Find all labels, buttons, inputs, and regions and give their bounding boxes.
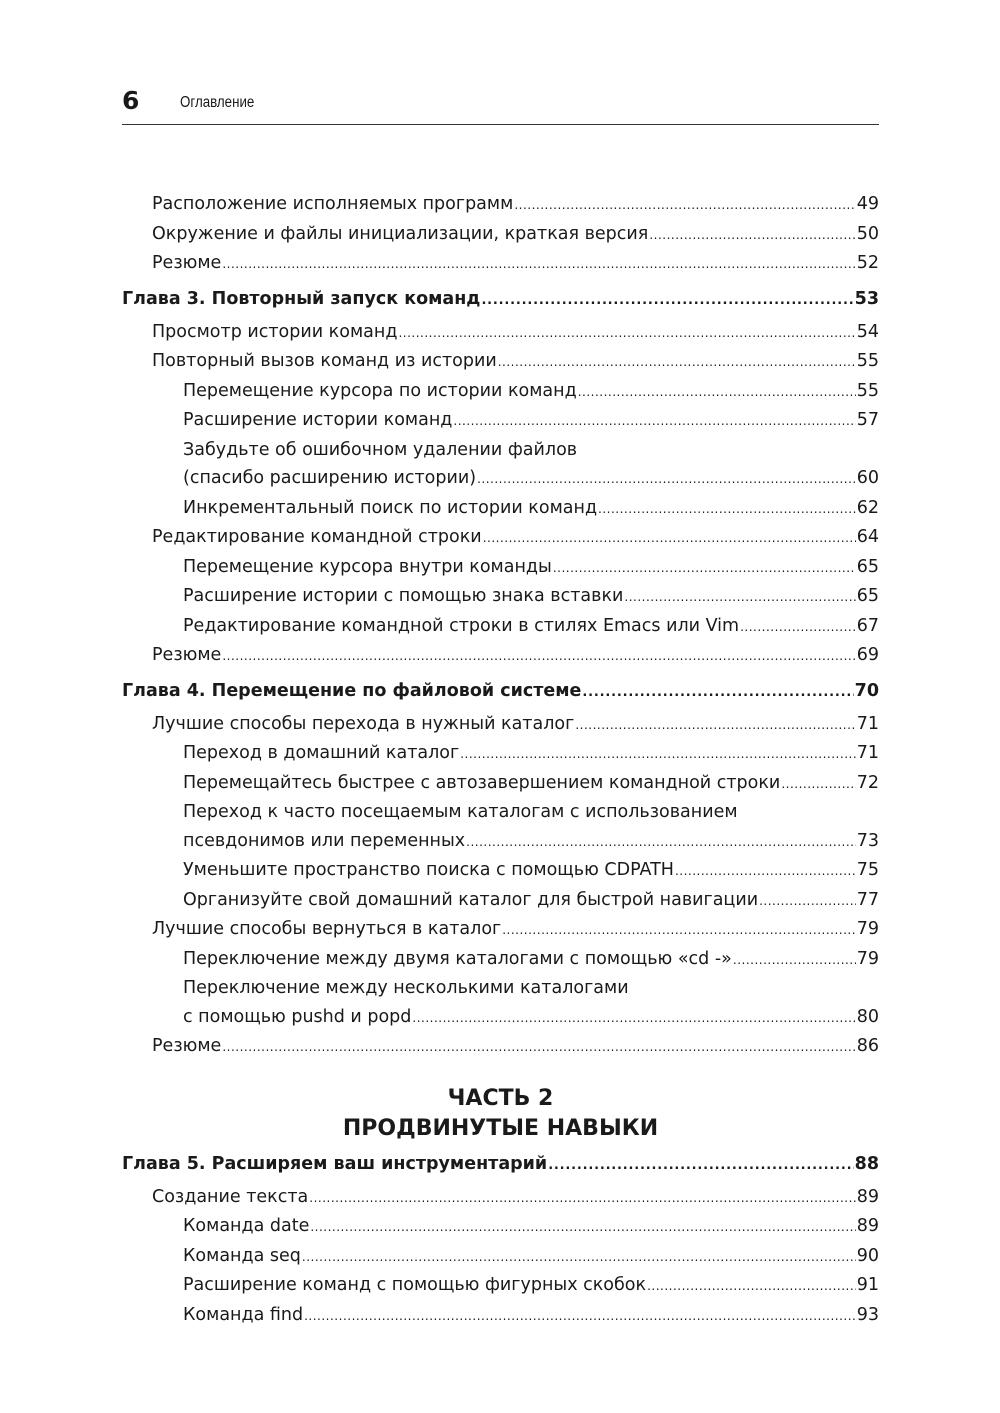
toc-entry-title: Переключение между двумя каталогами с помощью «cd -» bbox=[183, 948, 732, 969]
toc-page-number: 80 bbox=[856, 1006, 879, 1027]
dot-leader bbox=[647, 1272, 856, 1301]
dot-leader bbox=[412, 1004, 855, 1033]
toc-page-number: 79 bbox=[856, 948, 879, 969]
toc-entry[interactable] bbox=[122, 190, 879, 220]
dot-leader bbox=[460, 740, 856, 769]
toc-page-number: 67 bbox=[856, 615, 879, 636]
dot-leader bbox=[649, 221, 855, 250]
toc-page-number: 52 bbox=[856, 253, 879, 273]
toc-page-number: 75 bbox=[856, 860, 879, 880]
dot-leader bbox=[624, 583, 855, 612]
dot-leader bbox=[675, 857, 856, 886]
toc-page-number: 86 bbox=[856, 1036, 879, 1056]
dot-leader bbox=[598, 495, 856, 524]
toc-entry-title-line2: (спасибо расширению истории) bbox=[183, 468, 477, 488]
dot-leader bbox=[759, 887, 856, 916]
toc-page-number: 77 bbox=[856, 889, 879, 910]
toc-subentry[interactable] bbox=[122, 886, 879, 916]
toc-page-number: 71 bbox=[856, 743, 879, 763]
dot-leader bbox=[398, 319, 855, 348]
toc-entry-title-line2: с помощью pushd и popd bbox=[183, 1006, 412, 1027]
toc-page-number: 70 bbox=[854, 680, 879, 701]
toc-subentry[interactable] bbox=[122, 856, 879, 886]
table-of-contents bbox=[122, 190, 879, 1330]
toc-page-number: 72 bbox=[856, 772, 879, 793]
toc-entry-title-line2: псевдонимов или переменных bbox=[183, 830, 466, 851]
toc-entry-title: Команда seq bbox=[183, 1245, 301, 1266]
toc-entry-title: Команда date bbox=[183, 1216, 310, 1236]
toc-entry-title: Расширение истории с помощью знака вставки bbox=[183, 586, 624, 606]
dot-leader bbox=[222, 250, 855, 279]
toc-page-number: 62 bbox=[856, 497, 879, 518]
dot-leader bbox=[578, 378, 856, 407]
toc-entry-title: Резюме bbox=[152, 645, 222, 665]
toc-entry-title-line1: Переключение между несколькими каталогами bbox=[183, 978, 629, 998]
toc-page-number: 90 bbox=[856, 1245, 879, 1266]
toc-entry-title: Перемещение курсора внутри команды bbox=[183, 556, 552, 577]
toc-entry-title: Создание текста bbox=[152, 1186, 309, 1207]
dot-leader bbox=[498, 348, 856, 377]
toc-subentry[interactable] bbox=[122, 769, 879, 799]
toc-page-number: 65 bbox=[856, 586, 879, 606]
toc-entry-title-line1: Переход к часто посещаемым каталогам с использованием bbox=[183, 802, 738, 822]
toc-subentry[interactable] bbox=[122, 798, 879, 856]
toc-entry-title: Лучшие способы перехода в нужный каталог bbox=[152, 713, 575, 734]
toc-entry-title: Переход в домашний каталог bbox=[183, 743, 460, 763]
toc-chapter-5[interactable] bbox=[122, 1150, 879, 1180]
toc-page-number: 55 bbox=[856, 351, 879, 371]
toc-chapter-3[interactable] bbox=[122, 285, 879, 315]
toc-subentry[interactable] bbox=[122, 436, 879, 494]
toc-entry-title: Уменьшите пространство поиска с помощью CDPATH bbox=[183, 860, 674, 880]
toc-entry-title: Расширение команд с помощью фигурных скобок bbox=[183, 1275, 647, 1295]
toc-entry[interactable] bbox=[122, 1183, 879, 1213]
toc-entry[interactable] bbox=[122, 318, 879, 348]
toc-entry[interactable] bbox=[122, 641, 879, 671]
dot-leader bbox=[502, 916, 855, 945]
toc-subentry[interactable] bbox=[122, 945, 879, 975]
toc-entry-title: Перемещение курсора по истории команд bbox=[183, 380, 577, 401]
toc-page-number: 49 bbox=[856, 194, 879, 214]
toc-entry-title: Перемещайтесь быстрее с автозавершением командной строки bbox=[183, 772, 781, 793]
toc-page-number: 89 bbox=[856, 1186, 879, 1207]
toc-page-number: 73 bbox=[856, 830, 879, 851]
toc-entry[interactable] bbox=[122, 1032, 879, 1062]
toc-page-number: 54 bbox=[856, 321, 879, 342]
toc-entry-title: Расширение истории команд bbox=[183, 410, 453, 430]
toc-entry-title: Расположение исполняемых программ bbox=[152, 194, 514, 214]
toc-page-number: 69 bbox=[856, 645, 879, 665]
toc-page-number: 53 bbox=[854, 288, 879, 309]
dot-leader bbox=[553, 554, 856, 583]
dot-leader bbox=[309, 1184, 855, 1213]
toc-entry[interactable] bbox=[122, 249, 879, 279]
toc-subentry[interactable] bbox=[122, 612, 879, 642]
toc-page-number: 60 bbox=[856, 468, 879, 488]
dot-leader bbox=[575, 711, 855, 740]
toc-subentry[interactable] bbox=[122, 1212, 879, 1242]
dot-leader bbox=[302, 1243, 856, 1272]
dot-leader bbox=[483, 524, 856, 553]
dot-leader bbox=[781, 770, 855, 799]
toc-page-number: 93 bbox=[856, 1304, 879, 1325]
chapter-title: Глава 4. Перемещение по файловой системе bbox=[122, 680, 582, 701]
dot-leader bbox=[222, 1033, 855, 1062]
toc-subentry[interactable] bbox=[122, 377, 879, 407]
toc-subentry[interactable] bbox=[122, 582, 879, 612]
chapter-title: Глава 3. Повторный запуск команд bbox=[122, 288, 481, 309]
dot-leader bbox=[582, 678, 853, 707]
running-head: Оглавление bbox=[180, 94, 255, 111]
toc-page-number: 71 bbox=[856, 713, 879, 734]
toc-page-number: 64 bbox=[856, 527, 879, 547]
toc-page-number: 55 bbox=[856, 380, 879, 401]
toc-entry-title: Редактирование командной строки bbox=[152, 527, 482, 547]
toc-entry-title: Организуйте свой домашний каталог для быстрой навигации bbox=[183, 889, 759, 910]
toc-page-number: 79 bbox=[856, 919, 879, 939]
toc-entry-title: Повторный вызов команд из истории bbox=[152, 351, 497, 371]
toc-entry-title: Окружение и файлы инициализации, краткая версия bbox=[152, 223, 649, 244]
dot-leader bbox=[222, 642, 855, 671]
toc-subentry[interactable] bbox=[122, 406, 879, 436]
toc-subentry[interactable] bbox=[122, 1301, 879, 1331]
part-title: ПРОДВИНУТЫЕ НАВЫКИ bbox=[342, 1115, 659, 1141]
dot-leader bbox=[548, 1151, 853, 1180]
toc-entry[interactable] bbox=[122, 523, 879, 553]
toc-page-number: 89 bbox=[856, 1216, 879, 1236]
toc-entry-title: Команда find bbox=[183, 1304, 304, 1325]
toc-entry-title: Резюме bbox=[152, 253, 222, 273]
toc-subentry[interactable] bbox=[122, 739, 879, 769]
page-header bbox=[122, 84, 879, 125]
toc-entry-title: Просмотр истории команд bbox=[152, 321, 398, 342]
toc-entry[interactable] bbox=[122, 710, 879, 740]
part-heading bbox=[122, 1084, 879, 1144]
toc-entry-title: Лучшие способы вернуться в каталог bbox=[152, 919, 502, 939]
toc-entry-title: Резюме bbox=[152, 1036, 222, 1056]
dot-leader bbox=[514, 191, 855, 220]
toc-page-number: 50 bbox=[856, 223, 879, 244]
toc-subentry[interactable] bbox=[122, 974, 879, 1032]
dot-leader bbox=[733, 946, 856, 975]
dot-leader bbox=[310, 1213, 855, 1242]
dot-leader bbox=[740, 613, 856, 642]
toc-entry[interactable] bbox=[122, 347, 879, 377]
toc-chapter-4[interactable] bbox=[122, 677, 879, 707]
dot-leader bbox=[477, 465, 856, 494]
dot-leader bbox=[304, 1302, 856, 1331]
toc-page-number: 91 bbox=[856, 1275, 879, 1295]
dot-leader bbox=[453, 407, 855, 436]
chapter-title: Глава 5. Расширяем ваш инструментарий bbox=[122, 1153, 548, 1174]
toc-entry[interactable] bbox=[122, 915, 879, 945]
toc-subentry[interactable] bbox=[122, 1242, 879, 1272]
page-number: 6 bbox=[122, 86, 140, 115]
toc-subentry[interactable] bbox=[122, 1271, 879, 1301]
dot-leader bbox=[466, 828, 856, 857]
toc-page-number: 57 bbox=[856, 410, 879, 430]
toc-entry-title: Редактирование командной строки в стилях Emacs или Vim bbox=[183, 615, 740, 636]
dot-leader bbox=[481, 286, 853, 315]
part-number: ЧАСТЬ 2 bbox=[447, 1085, 554, 1111]
toc-entry-title-line1: Забудьте об ошибочном удалении файлов bbox=[183, 439, 578, 460]
toc-subentry[interactable] bbox=[122, 494, 879, 524]
toc-entry[interactable] bbox=[122, 220, 879, 250]
toc-subentry[interactable] bbox=[122, 553, 879, 583]
toc-page-number: 88 bbox=[854, 1153, 879, 1174]
toc-entry-title: Инкрементальный поиск по истории команд bbox=[183, 497, 598, 518]
toc-page-number: 65 bbox=[856, 556, 879, 577]
